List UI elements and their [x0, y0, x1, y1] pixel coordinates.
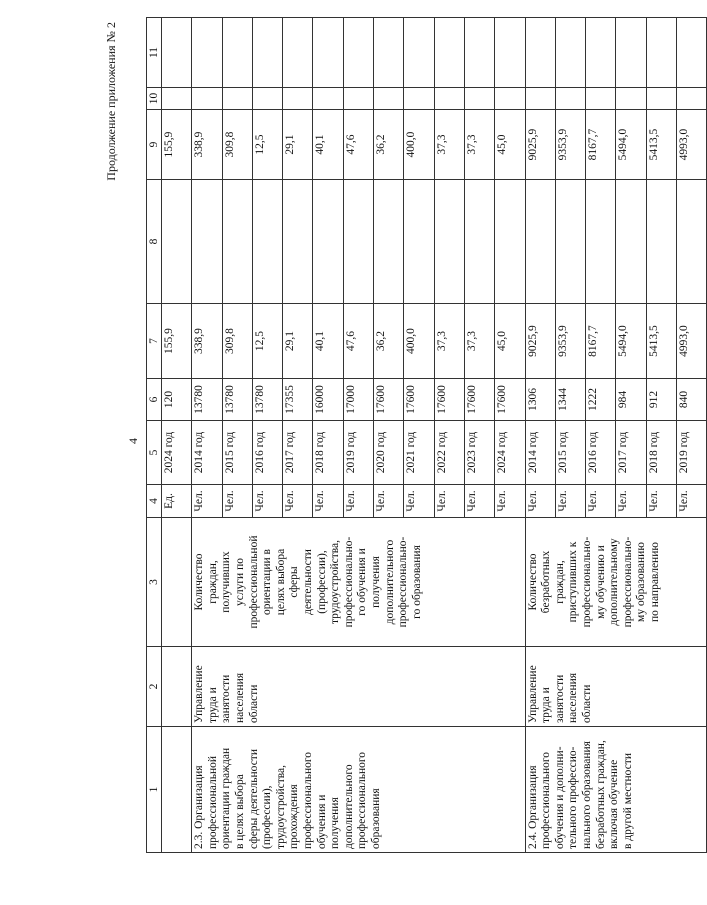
quantity-cell: 912: [646, 379, 676, 421]
unit-cell: Чел.: [343, 485, 373, 518]
col-num: 9: [147, 110, 162, 180]
year-cell: 2016 год: [586, 421, 616, 485]
unit-cell: Чел.: [586, 485, 616, 518]
unit-cell: Чел.: [404, 485, 434, 518]
year-cell: 2014 год: [192, 421, 222, 485]
total-cell: 40,1: [313, 304, 343, 379]
year-cell: 2017 год: [283, 421, 313, 485]
regional-budget-cell: 47,6: [343, 110, 373, 180]
quantity-cell: 17355: [283, 379, 313, 421]
unit-cell: Ед.: [162, 485, 192, 518]
col-num: 1: [147, 727, 162, 853]
unit-cell: Чел.: [313, 485, 343, 518]
unit-cell: Чел.: [555, 485, 585, 518]
col-num: 7: [147, 304, 162, 379]
total-cell: 36,2: [374, 304, 404, 379]
appendix-continuation: Продолжение приложения № 2: [104, 22, 118, 181]
quantity-cell: 1306: [525, 379, 555, 421]
regional-budget-cell: 338,9: [192, 110, 222, 180]
unit-cell: Чел.: [374, 485, 404, 518]
measure-name-cell: 2.4. Организация профессионального обучения и дополни- тельного профессио- нального образования безработных граждан, включая обучение в другой местности: [525, 727, 707, 853]
col-num: 5: [147, 421, 162, 485]
year-cell: 2017 год: [616, 421, 646, 485]
quantity-cell: 13780: [252, 379, 282, 421]
total-cell: 37,3: [434, 304, 464, 379]
quantity-cell: 17600: [434, 379, 464, 421]
col-num: 6: [147, 379, 162, 421]
page-number: 4: [126, 438, 140, 444]
total-cell: 5494,0: [616, 304, 646, 379]
regional-budget-cell: 37,3: [464, 110, 494, 180]
total-cell: 9353,9: [555, 304, 585, 379]
total-cell: 309,8: [222, 304, 252, 379]
year-cell: 2019 год: [343, 421, 373, 485]
regional-budget-cell: 12,5: [252, 110, 282, 180]
regional-budget-cell: 9353,9: [555, 110, 585, 180]
year-cell: 2021 год: [404, 421, 434, 485]
rotated-page: [88, 0, 691, 905]
year-cell: 2015 год: [222, 421, 252, 485]
unit-cell: Чел.: [495, 485, 525, 518]
total-cell: 12,5: [252, 304, 282, 379]
executor-cell: Управление труда и занятости населения области: [192, 647, 525, 727]
column-numbers-row: [147, 18, 162, 853]
year-cell: 2018 год: [646, 421, 676, 485]
regional-budget-cell: 5413,5: [646, 110, 676, 180]
table-row: [525, 18, 555, 853]
unit-cell: Чел.: [252, 485, 282, 518]
quantity-cell: 840: [677, 379, 707, 421]
year-cell: 2022 год: [434, 421, 464, 485]
total-cell: 338,9: [192, 304, 222, 379]
col-num: 10: [147, 88, 162, 110]
quantity-cell: 17600: [374, 379, 404, 421]
quantity-cell: 13780: [192, 379, 222, 421]
year-cell: 2016 год: [252, 421, 282, 485]
unit-cell: Чел.: [283, 485, 313, 518]
col-num: 3: [147, 518, 162, 647]
col-num: 4: [147, 485, 162, 518]
col-num: 11: [147, 18, 162, 88]
regional-budget-cell: 9025,9: [525, 110, 555, 180]
quantity-cell: 1344: [555, 379, 585, 421]
unit-cell: Чел.: [677, 485, 707, 518]
regional-budget-cell: 45,0: [495, 110, 525, 180]
unit-cell: Чел.: [434, 485, 464, 518]
year-cell: 2015 год: [555, 421, 585, 485]
regional-budget-cell: 5494,0: [616, 110, 646, 180]
quantity-cell: 16000: [313, 379, 343, 421]
regional-budget-cell: 40,1: [313, 110, 343, 180]
quantity-cell: 17600: [495, 379, 525, 421]
col-num: 2: [147, 647, 162, 727]
total-cell: 37,3: [464, 304, 494, 379]
year-cell: 2024 год: [162, 421, 192, 485]
regional-budget-cell: 8167,7: [586, 110, 616, 180]
quantity-cell: 13780: [222, 379, 252, 421]
executor-cell: Управление труда и занятости населения области: [525, 647, 707, 727]
indicator-cell: Количество безработных граждан, приступивших к профессионально- му обучению и дополнительному профессионально- му образованию по направлению: [525, 518, 707, 647]
unit-cell: Чел.: [646, 485, 676, 518]
regional-budget-cell: 309,8: [222, 110, 252, 180]
col-num: 8: [147, 180, 162, 304]
total-cell: 155,9: [162, 304, 192, 379]
year-cell: 2024 год: [495, 421, 525, 485]
quantity-cell: 17000: [343, 379, 373, 421]
unit-cell: Чел.: [464, 485, 494, 518]
total-cell: 5413,5: [646, 304, 676, 379]
total-cell: 29,1: [283, 304, 313, 379]
total-cell: 45,0: [495, 304, 525, 379]
unit-cell: Чел.: [616, 485, 646, 518]
year-cell: 2018 год: [313, 421, 343, 485]
year-cell: 2019 год: [677, 421, 707, 485]
total-cell: 400,0: [404, 304, 434, 379]
regional-budget-cell: 29,1: [283, 110, 313, 180]
program-table: [146, 17, 707, 853]
quantity-cell: 984: [616, 379, 646, 421]
total-cell: 47,6: [343, 304, 373, 379]
regional-budget-cell: 37,3: [434, 110, 464, 180]
year-cell: 2020 год: [374, 421, 404, 485]
table-row: [192, 18, 222, 853]
measure-name-cell: 2.3. Организация профессиональной ориентации граждан в целях выбора сферы деятельности (профессии), трудоустройства, прохождения профессионального обучения и получения дополнительного профессионального образования: [192, 727, 525, 853]
table-row: [162, 18, 192, 853]
unit-cell: Чел.: [222, 485, 252, 518]
quantity-cell: 17600: [404, 379, 434, 421]
unit-cell: Чел.: [192, 485, 222, 518]
regional-budget-cell: 4993,0: [677, 110, 707, 180]
total-cell: 8167,7: [586, 304, 616, 379]
quantity-cell: 1222: [586, 379, 616, 421]
year-cell: 2023 год: [464, 421, 494, 485]
regional-budget-cell: 400,0: [404, 110, 434, 180]
quantity-cell: 17600: [464, 379, 494, 421]
regional-budget-cell: 36,2: [374, 110, 404, 180]
total-cell: 4993,0: [677, 304, 707, 379]
quantity-cell: 120: [162, 379, 192, 421]
indicator-cell: Количество граждан, получивших услуги по профессиональной ориентации в целях выбора сферы деятельности (профессии), трудоустройства, профессионально- го обучения и получения дополнительного профессионально- го образования: [192, 518, 525, 647]
unit-cell: Чел.: [525, 485, 555, 518]
total-cell: 9025,9: [525, 304, 555, 379]
year-cell: 2014 год: [525, 421, 555, 485]
regional-budget-cell: 155,9: [162, 110, 192, 180]
